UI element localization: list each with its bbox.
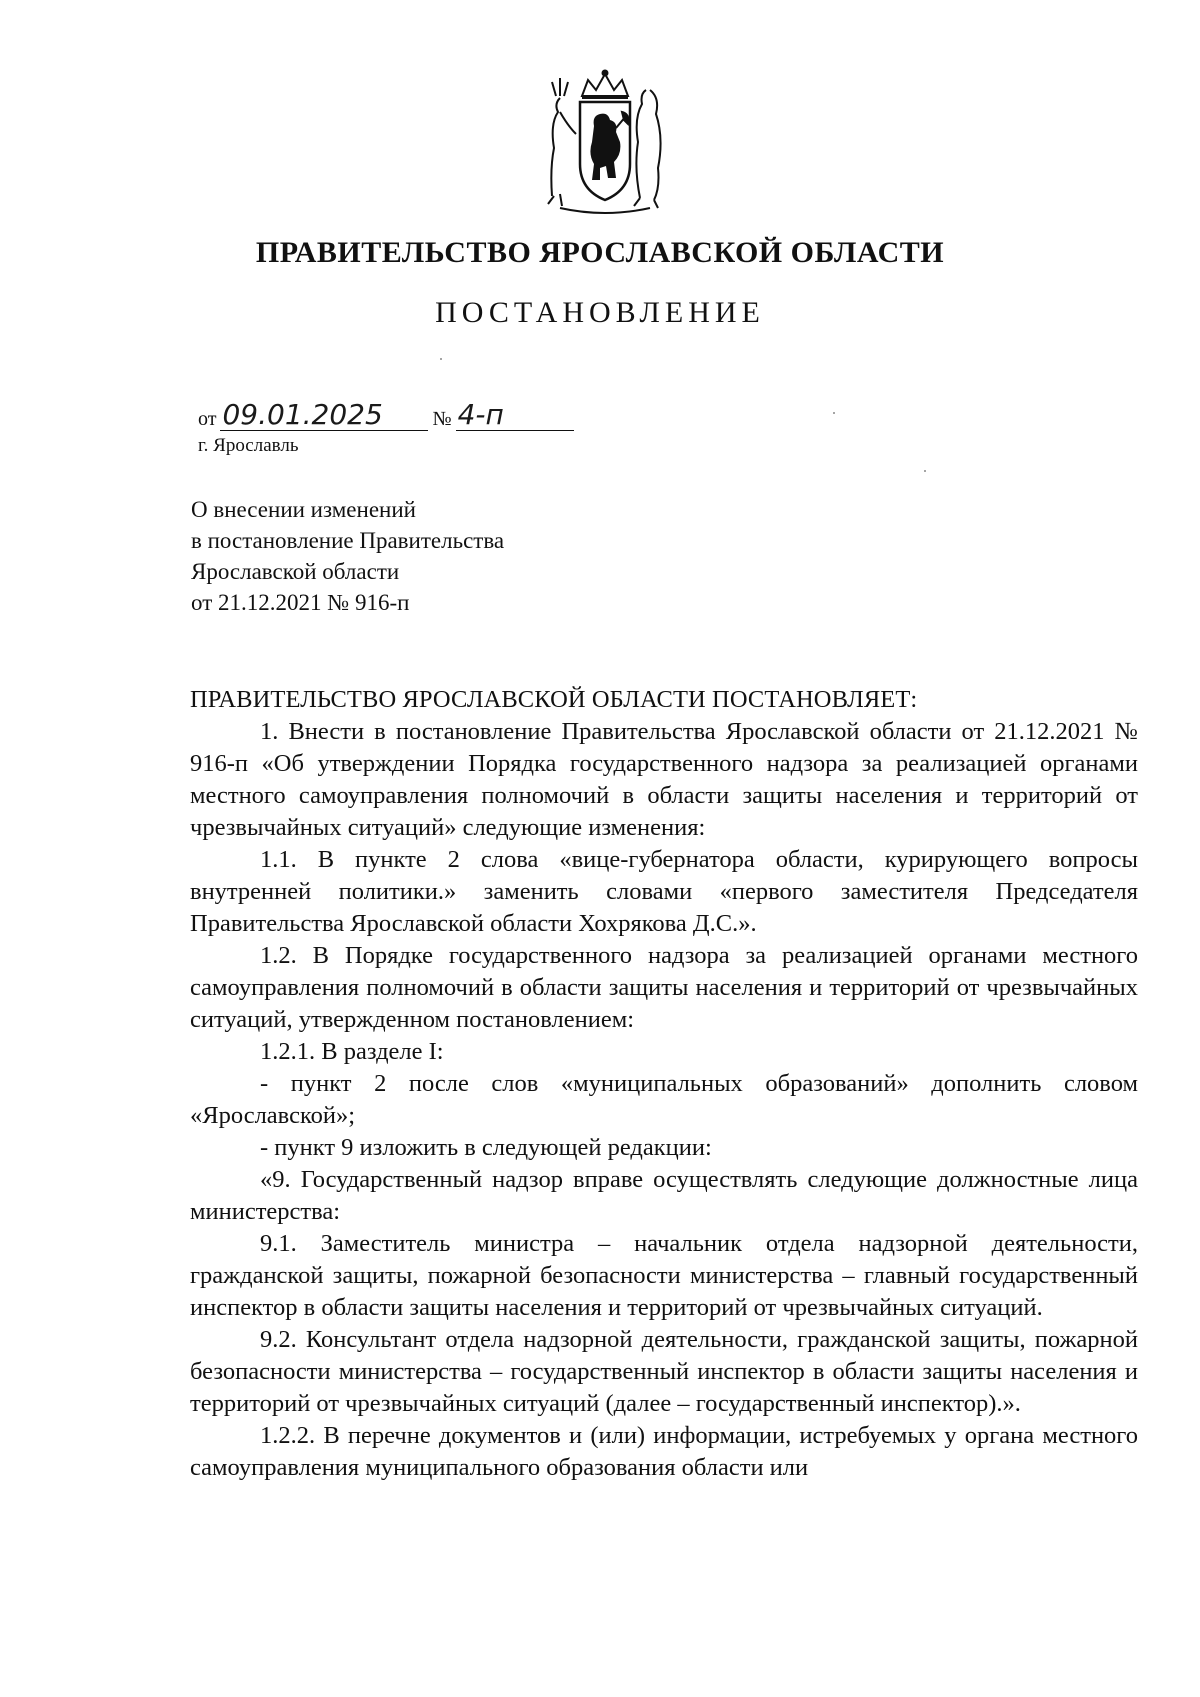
subject-line: от 21.12.2021 № 916-п [191, 590, 410, 615]
paragraph: 1.2. В Порядке государственного надзора за реализацией органами местного самоуправления полномочий в области защиты населения и территорий от чрезвычайных ситуаций, утвержденном постановлением: [190, 942, 1138, 1033]
scan-speck [833, 412, 835, 414]
document-subject [191, 494, 504, 618]
organization-title: ПРАВИТЕЛЬСТВО ЯРОСЛАВСКОЙ ОБЛАСТИ [255, 236, 945, 269]
paragraph: 9.2. Консультант отдела надзорной деятельности, гражданской защиты, пожарной безопасности министерства – государственный инспектор в области защиты населения и территорий от чрезвычайных ситуаций (далее – государственный инспектор).». [190, 1326, 1138, 1417]
paragraph: - пункт 9 изложить в следующей редакции: [260, 1134, 712, 1161]
paragraph: 1.2.2. В перечне документов и (или) информации, истребуемых у органа местного самоуправления муниципального образования области или [190, 1422, 1138, 1481]
paragraph: «9. Государственный надзор вправе осуществлять следующие должностные лица министерства: [190, 1166, 1138, 1225]
decree-heading: ПРАВИТЕЛЬСТВО ЯРОСЛАВСКОЙ ОБЛАСТИ ПОСТАНОВЛЯЕТ: [190, 686, 918, 713]
paragraph: 9.1. Заместитель министра – начальник отдела надзорной деятельности, гражданской защиты, пожарной безопасности министерства – главный государственный инспектор в области защиты населения и территорий от чрезвычайных ситуаций. [190, 1230, 1138, 1321]
date-number-row [198, 400, 574, 431]
scan-speck [924, 470, 926, 472]
subject-line: О внесении изменений [191, 497, 416, 522]
number-prefix: № [432, 408, 452, 430]
coat-of-arms-icon [530, 68, 680, 218]
paragraph: 1. Внести в постановление Правительства Ярославской области от 21.12.2021 № 916-п «Об утверждении Порядка государственного надзора за реализацией органами местного самоуправления полномочий в области защиты населения и территорий от чрезвычайных ситуаций» следующие изменения: [190, 718, 1138, 841]
document-date: 09.01.2025 [220, 400, 428, 431]
subject-line: Ярославской области [191, 559, 400, 584]
paragraph: - пункт 2 после слов «муниципальных образований» дополнить словом «Ярославской»; [190, 1070, 1138, 1129]
document-body [190, 684, 1138, 1484]
document-type: ПОСТАНОВЛЕНИЕ [435, 296, 765, 329]
paragraph: 1.1. В пункте 2 слова «вице-губернатора области, курирующего вопросы внутренней политики.» заменить словами «первого заместителя Председателя Правительства Ярославской области Хохрякова Д.С.». [190, 846, 1138, 937]
date-prefix: от [198, 408, 217, 430]
document-meta [198, 400, 574, 457]
scan-speck [440, 358, 442, 360]
document-number: 4-п [456, 400, 574, 431]
document-city: г. Ярославль [198, 435, 299, 456]
paragraph: 1.2.1. В разделе I: [260, 1038, 444, 1065]
subject-line: в постановление Правительства [191, 528, 505, 553]
